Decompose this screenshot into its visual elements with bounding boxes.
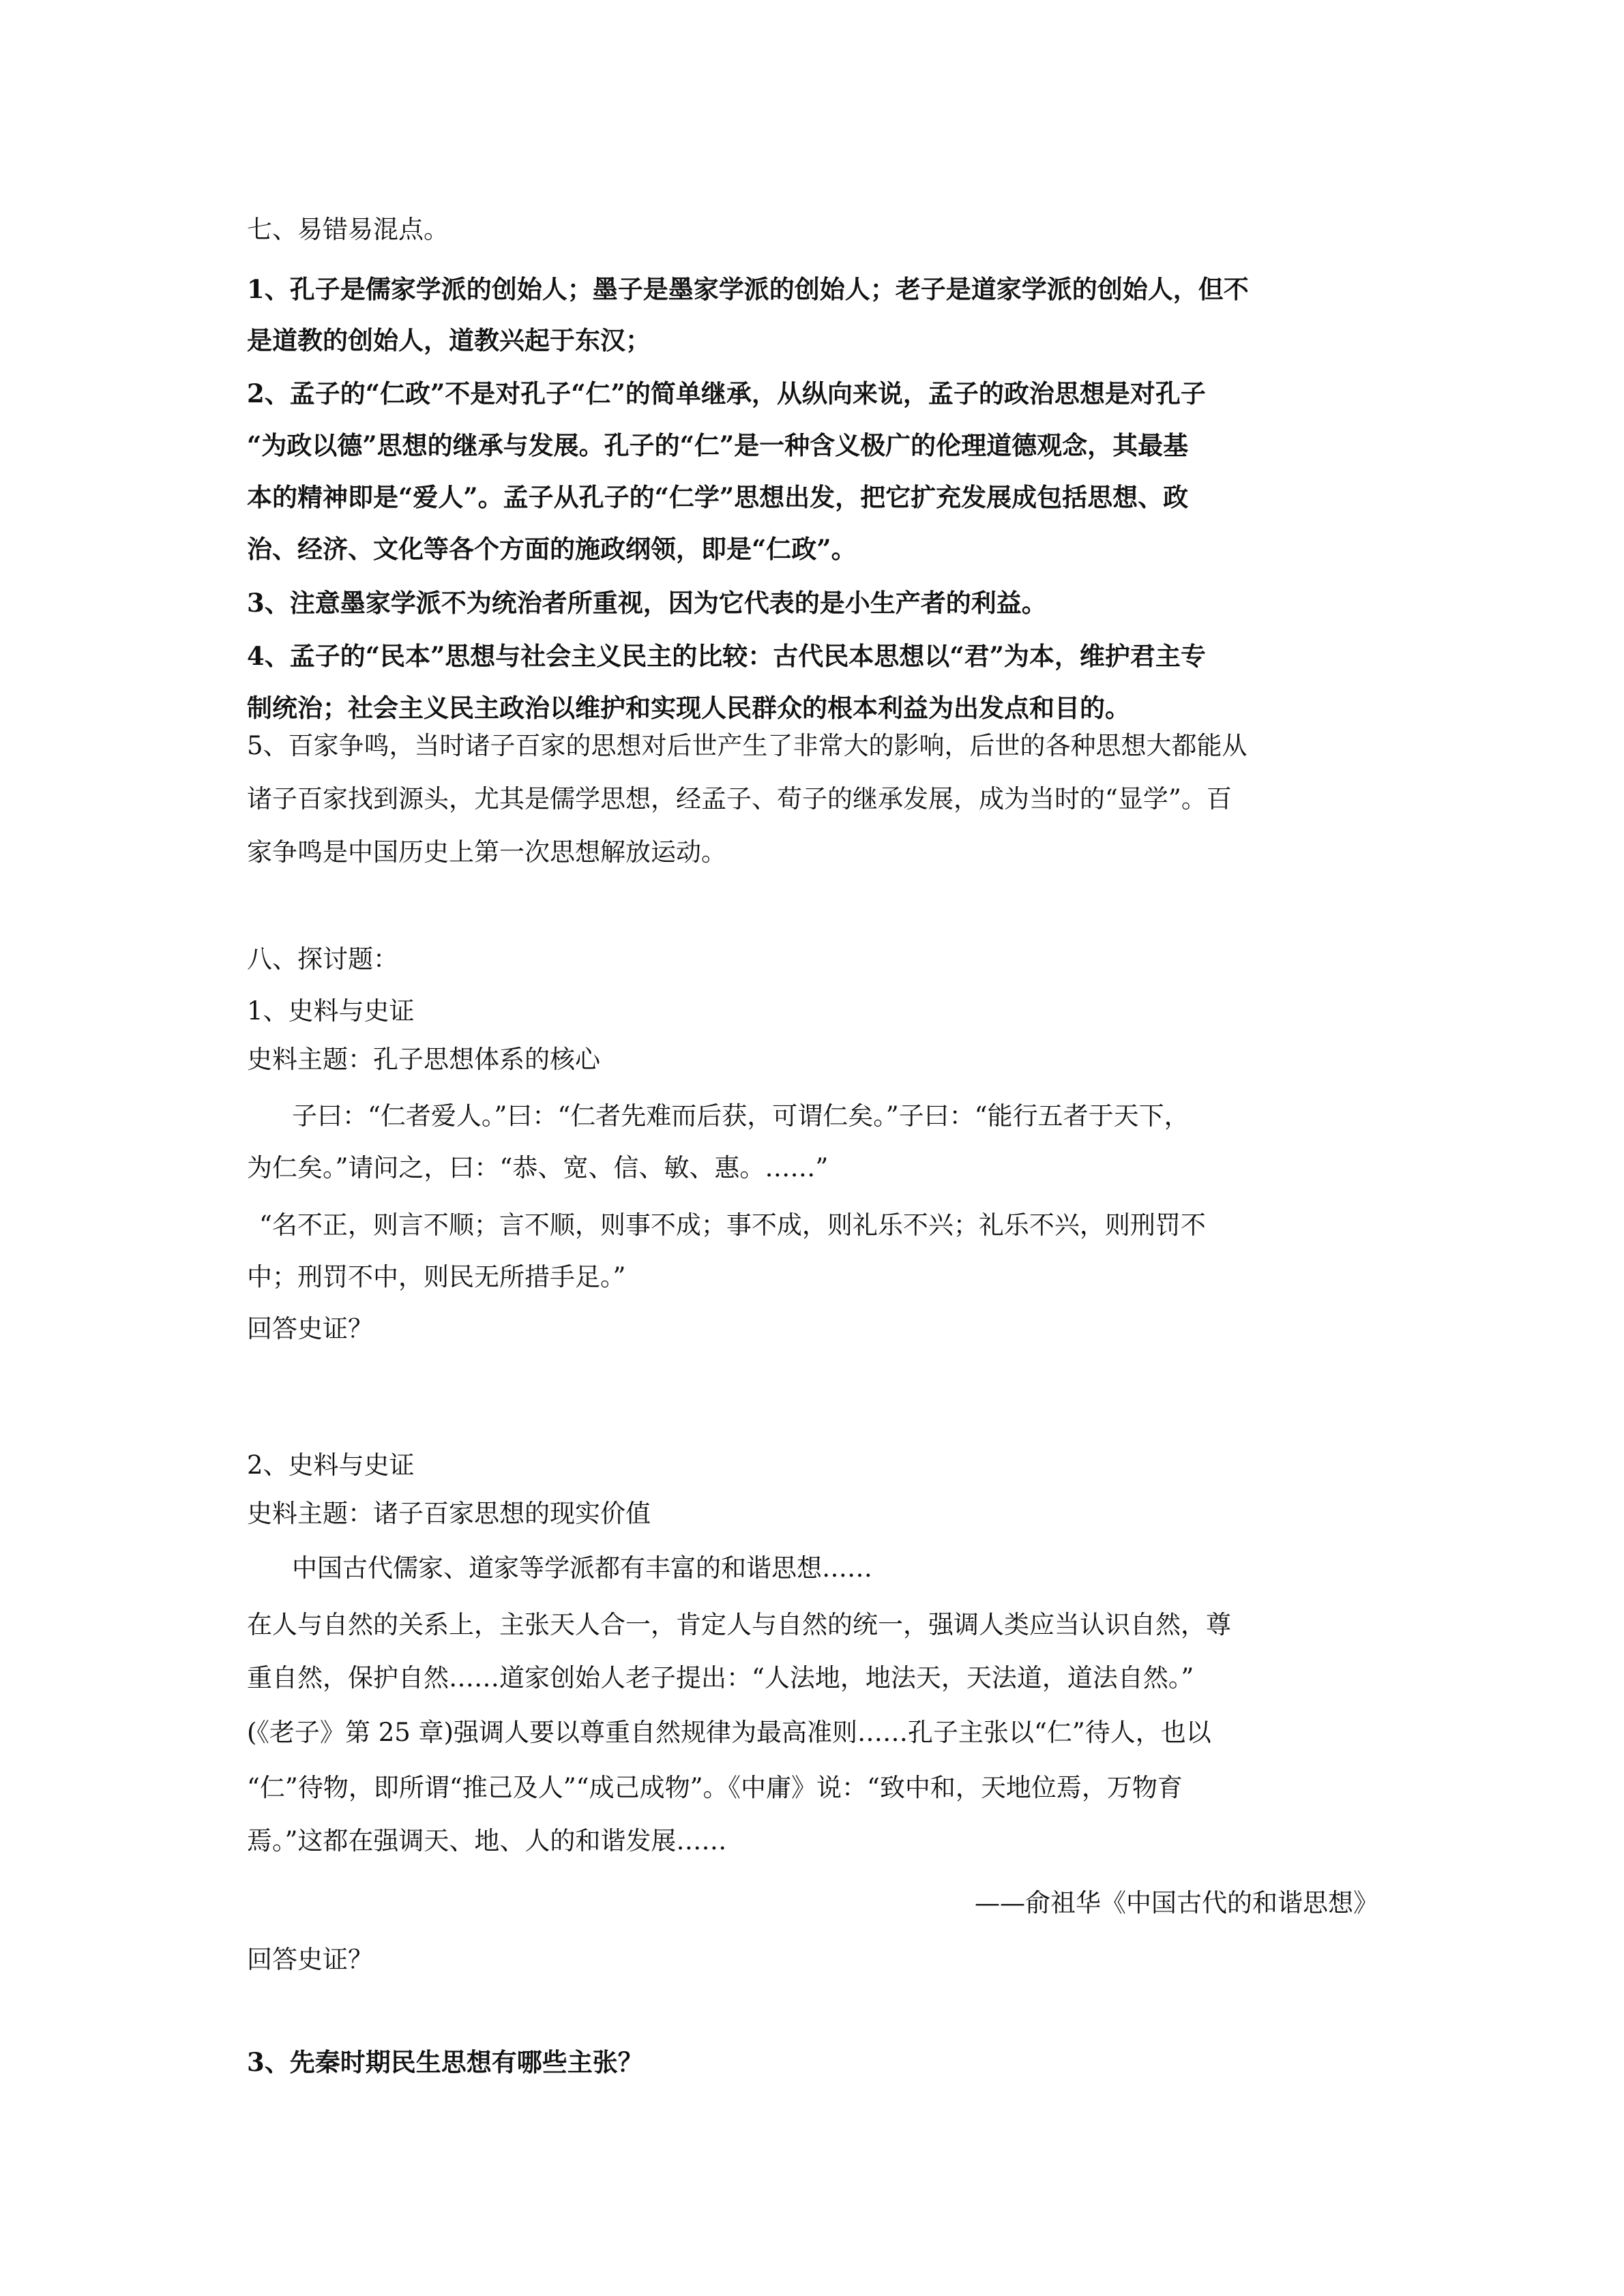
q1-quote-1-line-2: 为仁矣。”请问之，曰：“恭、宽、信、敏、惠。……” xyxy=(247,1153,829,1182)
section-7-item-2-line-2: “为政以德”思想的继承与发展。孔子的“仁”是一种含义极广的伦理道德观念，其最基 xyxy=(247,430,1189,460)
section-7-item-5-line-1: 5、百家争鸣，当时诸子百家的思想对后世产生了非常大的影响，后世的各种思想大都能从 xyxy=(247,731,1247,760)
section-7-item-2-line-1: 2、孟子的“仁政”不是对孔子“仁”的简单继承，从纵向来说，孟子的政治思想是对孔子 xyxy=(247,378,1206,408)
q2-theme: 史料主题：诸子百家思想的现实价值 xyxy=(247,1499,651,1528)
section-7-item-5-line-2: 诸子百家找到源头，尤其是儒学思想，经孟子、荀子的继承发展，成为当时的“显学”。百 xyxy=(247,784,1232,814)
section-7-item-2-line-3: 本的精神即是“爱人”。孟子从孔子的“仁学”思想出发，把它扩充发展成包括思想、政 xyxy=(247,482,1189,512)
q1-theme: 史料主题：孔子思想体系的核心 xyxy=(247,1045,600,1074)
section-7-item-4-line-2: 制统治；社会主义民主政治以维护和实现人民群众的根本利益为出发点和目的。 xyxy=(247,693,1130,723)
q2-body-line-1: 在人与自然的关系上，主张天人合一，肯定人与自然的统一，强调人类应当认识自然，尊 xyxy=(247,1610,1231,1639)
section-7-item-2-line-4: 治、经济、文化等各个方面的施政纲领，即是“仁政”。 xyxy=(247,534,857,564)
q2-intro: 中国古代儒家、道家等学派都有丰富的和谐思想…… xyxy=(292,1553,872,1583)
q1-quote-2-line-1: “名不正，则言不顺；言不顺，则事不成；事不成，则礼乐不兴；礼乐不兴，则刑罚不 xyxy=(259,1210,1206,1240)
q1-quote-1-line-1: 子曰：“仁者爱人。”曰：“仁者先难而后获，可谓仁矣。”子曰：“能行五者于天下， xyxy=(292,1101,1190,1131)
q1-quote-2-line-2: 中；刑罚不中，则民无所措手足。” xyxy=(247,1262,626,1292)
q2-body-line-2: 重自然，保护自然……道家创始人老子提出：“人法地，地法天，天法道，道法自然。” xyxy=(247,1663,1194,1693)
q1-answer: 回答史证？ xyxy=(247,1314,373,1343)
q2-heading: 2、史料与史证 xyxy=(247,1450,415,1480)
section-7-item-3: 3、注意墨家学派不为统治者所重视，因为它代表的是小生产者的利益。 xyxy=(247,588,1047,618)
q2-answer: 回答史证？ xyxy=(247,1945,373,1974)
section-7-title: 七、易错易混点。 xyxy=(247,215,449,244)
q2-source: ——俞祖华《中国古代的和谐思想》 xyxy=(975,1888,1378,1918)
q1-heading: 1、史料与史证 xyxy=(247,996,415,1026)
section-8-title: 八、探讨题： xyxy=(247,944,398,974)
q2-body-line-5: 焉。”这都在强调天、地、人的和谐发展…… xyxy=(247,1826,727,1855)
section-7-item-4-line-1: 4、孟子的“民本”思想与社会主义民主的比较：古代民本思想以“君”为本，维护君主专 xyxy=(247,641,1206,671)
section-7-item-1-line-1: 1、孔子是儒家学派的创始人；墨子是墨家学派的创始人；老子是道家学派的创始人，但不 xyxy=(247,274,1249,304)
q2-body-line-4: “仁”待物，即所谓“推己及人”“成己成物”。《中庸》说：“致中和，天地位焉，万物育 xyxy=(247,1773,1183,1802)
q3-question: 3、先秦时期民生思想有哪些主张？ xyxy=(247,2047,643,2077)
section-7-item-1-line-2: 是道教的创始人，道教兴起于东汉； xyxy=(247,325,651,355)
section-7-item-5-line-3: 家争鸣是中国历史上第一次思想解放运动。 xyxy=(247,837,726,867)
q2-body-line-3: (《老子》第 25 章)强调人要以尊重自然规律为最高准则……孔子主张以“仁”待人，也以 xyxy=(247,1718,1211,1747)
